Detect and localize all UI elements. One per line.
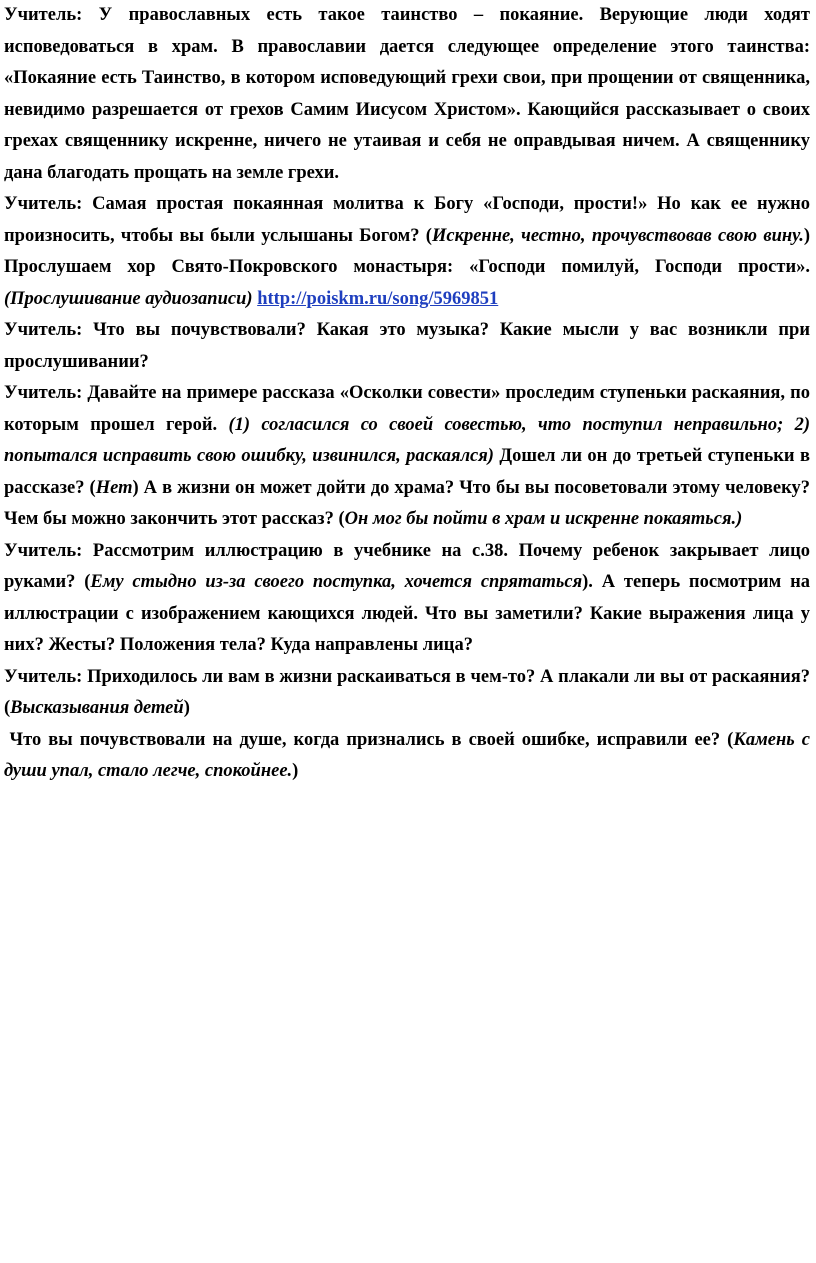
text-span: Приходилось ли вам в жизни раскаиваться в чем-то? А плакали ли вы от раскаяния? ( [4, 666, 810, 718]
document-page [4, 0, 810, 788]
paragraph [4, 536, 810, 662]
text-span: есть Таинство, в котором исповедующий грехи свои, при прощении от священника, невидимо разрешается от грехов Самим Иисусом Христом». Кающийся рассказывает о своих грехах священнику искренне, ничего не утаивая и себя не оправдывая ничем. А священнику дана благодать прощать на земле грехи. [4, 68, 810, 183]
speaker-label: Учитель: [4, 5, 83, 25]
text-span: ) [183, 698, 190, 718]
text-span: Что вы почувствовали на душе, когда признались в своей ошибке, исправили ее? ( [9, 729, 734, 750]
text-span: Давайте на примере рассказа «Осколки совести» проследим ступеньки раскаяния, по которым прошел герой. [4, 383, 810, 435]
answer-italic: Искренне, честно, прочувствовав свою вину. [431, 225, 804, 246]
speaker-label: Учитель: [4, 320, 83, 340]
text-span: ) Прослушаем хор Свято-Покровского монастыря: «Господи помилуй, Господи прости». [4, 225, 810, 277]
paragraph [4, 662, 810, 725]
paragraph [4, 725, 810, 788]
text-span: ) [292, 761, 299, 781]
paragraph [4, 315, 810, 378]
term-penance: Покаяние [13, 68, 97, 88]
answer-italic: Камень с души упал, стало легче, спокойнее. [4, 729, 810, 781]
answer-italic: Высказывания детей [10, 698, 184, 718]
text-span: Дошел ли он до третьей ступеньки в рассказе? ( [4, 446, 810, 498]
text-span: У православных есть такое таинство – покаяние. Верующие люди ходят исповедоваться в храм. В православии дается следующее определение этого таинства: « [4, 5, 810, 88]
speaker-label: Учитель: [4, 383, 83, 403]
text-span: Что вы почувствовали? Какая это музыка? Какие мысли у вас возникли при прослушивании? [4, 320, 810, 372]
text-span: Самая простая покаянная молитва к Богу «Господи, прости!» Но как ее нужно произносить, чтобы вы были услышаны Богом? ( [4, 194, 810, 246]
speaker-label: Учитель: [4, 194, 83, 214]
answer-italic: (1) согласился со своей совестью, что поступил неправильно; 2) попытался исправить свою ошибку, извинился, раскаялся) [4, 414, 810, 466]
paragraph [4, 0, 810, 189]
paragraph [4, 378, 810, 536]
answer-italic: Нет [95, 477, 133, 498]
speaker-label: Учитель: [4, 666, 83, 687]
text-span: Рассмотрим иллюстрацию в учебнике на с.38. Почему ребенок закрывает лицо руками? ( [4, 540, 810, 592]
answer-italic: Он мог бы пойти в храм и искренне покаяться.) [344, 509, 743, 529]
speaker-label: Учитель: [4, 540, 83, 561]
paragraph [4, 189, 810, 315]
answer-italic: Ему стыдно из-за своего поступка, хочется спрятаться [90, 572, 583, 592]
audio-link[interactable]: http://poiskm.ru/song/5969851 [257, 288, 499, 309]
note-italic: (Прослушивание аудиозаписи) [4, 288, 253, 309]
text-span: ). А теперь посмотрим на иллюстрации с изображением кающихся людей. Что вы заметили? Какие выражения лица у них? Жесты? Положения тела? Куда направлены лица? [4, 572, 810, 655]
text-span: ) А в жизни он может дойти до храма? Что бы вы посоветовали этому человеку? Чем бы можно закончить этот рассказ? ( [4, 477, 811, 529]
